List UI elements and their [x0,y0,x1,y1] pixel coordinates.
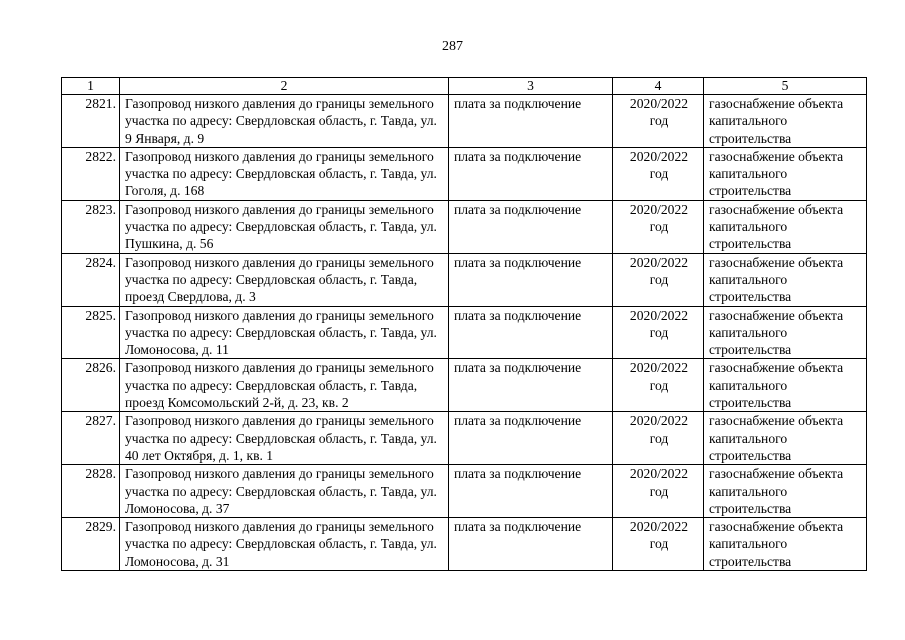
row-number: 2821. [62,95,120,148]
object-description: Газопровод низкого давления до границы земельного участка по адресу: Свердловская область, г. Тавда, ул. Гоголя, д. 168 [120,147,449,200]
period-years: 2020/2022 [629,307,689,323]
table-row [62,95,867,148]
column-header-5: 5 [704,78,867,95]
object-description: Газопровод низкого давления до границы земельного участка по адресу: Свердловская область, г. Тавда, ул. Ломоносова, д. 37 [120,465,449,518]
period-years: 2020/2022 [629,148,689,164]
table-row [62,518,867,571]
page-number: 287 [442,39,463,54]
row-number: 2829. [62,518,120,571]
object-purpose: газоснабжение объекта капитального строительства [704,465,867,518]
period-years: 2020/2022 [629,96,689,111]
object-description: Газопровод низкого давления до границы земельного участка по адресу: Свердловская область, г. Тавда, проезд Свердлова, д. 3 [120,253,449,306]
object-purpose: газоснабжение объекта капитального строительства [704,412,867,465]
period-years: 2020/2022 [629,201,689,217]
payment-source: плата за подключение [449,359,613,412]
implementation-period [613,465,704,518]
period-unit: год [649,166,669,182]
table-row [62,147,867,200]
row-number: 2825. [62,306,120,359]
object-purpose: газоснабжение объекта капитального строительства [704,359,867,412]
table-row [62,412,867,465]
table-header [62,78,867,95]
payment-source: плата за подключение [449,253,613,306]
row-number: 2823. [62,200,120,253]
payment-source: плата за подключение [449,518,613,571]
object-purpose: газоснабжение объекта капитального строительства [704,200,867,253]
payment-source: плата за подключение [449,412,613,465]
column-header-2: 2 [120,78,449,95]
object-purpose: газоснабжение объекта капитального строительства [704,518,867,571]
investment-table [61,77,867,571]
period-unit: год [649,536,669,552]
table-row [62,200,867,253]
period-years: 2020/2022 [629,413,689,429]
implementation-period [613,253,704,306]
payment-source: плата за подключение [449,465,613,518]
payment-source: плата за подключение [449,147,613,200]
object-description: Газопровод низкого давления до границы земельного участка по адресу: Свердловская область, г. Тавда, ул. 9 Января, д. 9 [120,95,449,148]
column-header-1: 1 [62,78,120,95]
period-unit: год [649,219,669,235]
column-header-3: 3 [449,78,613,95]
row-number: 2826. [62,359,120,412]
row-number: 2828. [62,465,120,518]
object-purpose: газоснабжение объекта капитального строительства [704,306,867,359]
object-purpose: газоснабжение объекта капитального строительства [704,95,867,148]
payment-source: плата за подключение [449,306,613,359]
period-unit: год [649,271,669,287]
implementation-period [613,359,704,412]
period-years: 2020/2022 [629,519,689,535]
table-row [62,359,867,412]
implementation-period [613,306,704,359]
row-number: 2827. [62,412,120,465]
row-number: 2822. [62,147,120,200]
column-header-4: 4 [613,78,704,95]
period-unit: год [649,377,669,393]
period-years: 2020/2022 [629,466,689,482]
period-unit: год [649,113,669,129]
implementation-period [613,200,704,253]
implementation-period [613,518,704,571]
implementation-period [613,147,704,200]
object-description: Газопровод низкого давления до границы земельного участка по адресу: Свердловская область, г. Тавда, ул. 40 лет Октября, д. 1, кв. 1 [120,412,449,465]
table-row [62,306,867,359]
period-years: 2020/2022 [629,360,689,376]
payment-source: плата за подключение [449,200,613,253]
object-description: Газопровод низкого давления до границы земельного участка по адресу: Свердловская область, г. Тавда, ул. Ломоносова, д. 11 [120,306,449,359]
object-purpose: газоснабжение объекта капитального строительства [704,147,867,200]
object-description: Газопровод низкого давления до границы земельного участка по адресу: Свердловская область, г. Тавда, ул. Ломоносова, д. 31 [120,518,449,571]
period-unit: год [649,324,669,340]
object-description: Газопровод низкого давления до границы земельного участка по адресу: Свердловская область, г. Тавда, ул. Пушкина, д. 56 [120,200,449,253]
row-number: 2824. [62,253,120,306]
payment-source: плата за подключение [449,95,613,148]
object-purpose: газоснабжение объекта капитального строительства [704,253,867,306]
implementation-period [613,95,704,148]
period-years: 2020/2022 [629,254,689,270]
implementation-period [613,412,704,465]
period-unit: год [649,430,669,446]
header-row [62,78,867,95]
table-row [62,253,867,306]
table-row [62,465,867,518]
object-description: Газопровод низкого давления до границы земельного участка по адресу: Свердловская область, г. Тавда, проезд Комсомольский 2-й, д. 23, кв. 2 [120,359,449,412]
period-unit: год [649,483,669,499]
table-body [62,95,867,571]
